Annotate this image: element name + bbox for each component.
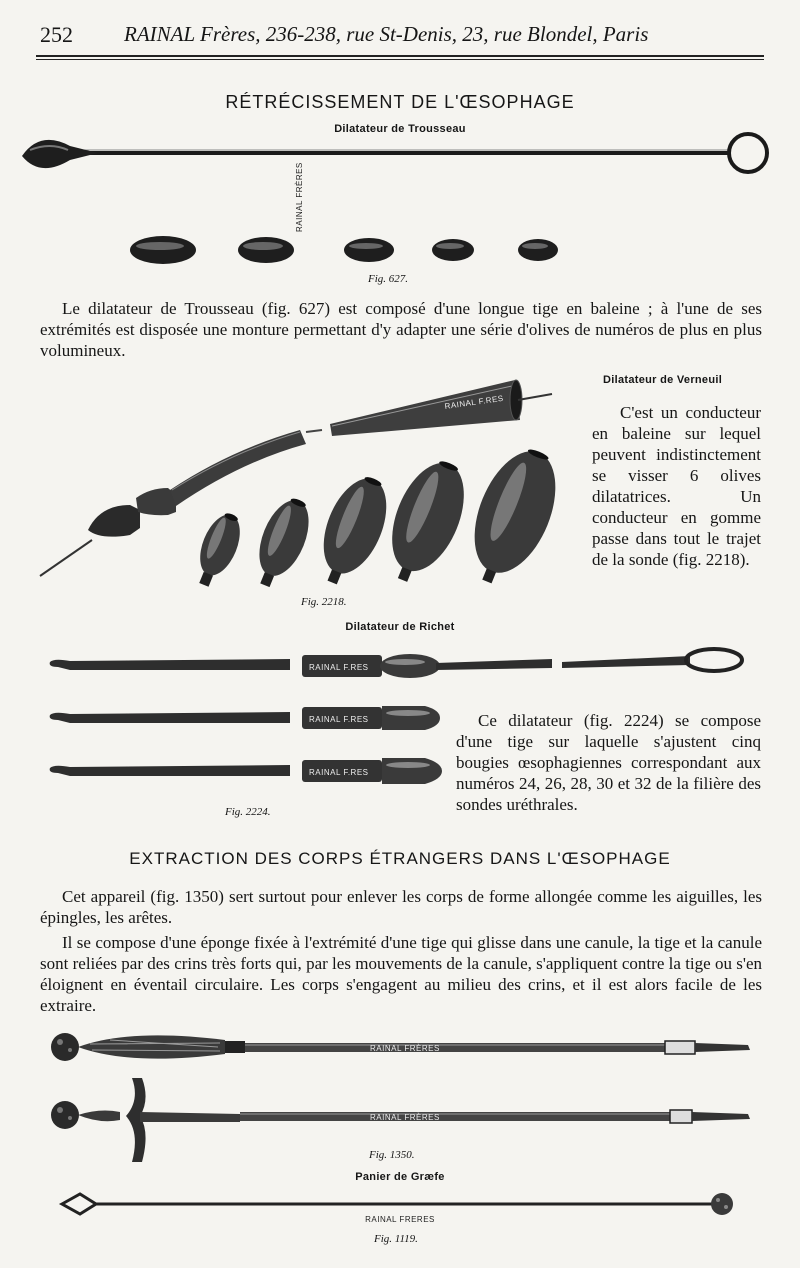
- paragraph-trousseau: Le dilatateur de Trousseau (fig. 627) est composé d'une longue tige en baleine ; à l'une de ses extrémités est disposée une monture permettant d'y adapter une série d'olives de numéros de plus en plus volumineux.: [40, 299, 762, 360]
- paragraph-verneuil: C'est un conducteur en baleine sur lequel peuvent indistinctement se visser 6 olives dilatatrices. Un conducteur en gomme passe dans tout le trajet de la sonde (fig. 2218).: [592, 403, 761, 569]
- richet-stamp-3: RAINAL F.RES: [309, 768, 369, 777]
- instrument-stamp-2: RAINAL FRÈRES: [370, 1113, 440, 1122]
- instrument-stamp-1: RAINAL FRÈRES: [370, 1044, 440, 1053]
- section-title-extraction: EXTRACTION DES CORPS ÉTRANGERS DANS L'ŒSOPHAGE: [129, 849, 671, 868]
- caption-verneuil: Dilatateur de Verneuil: [603, 374, 723, 386]
- figure-2218-label: Fig. 2218.: [301, 596, 347, 608]
- paragraph-extraction-2: Il se compose d'une éponge fixée à l'extrémité d'une tige qui glisse dans une canule, la tige et la canule sont reliées par des crins très forts qui, par les mouvements de la canule, s'appliquent contre la tige ou s'en éloignent en éventail circulaire. Les corps s'engagent au milieu des crins, et il est alors facile de les extraire.: [40, 933, 762, 1015]
- figure-1350-label: Fig. 1350.: [369, 1149, 415, 1161]
- paragraph-richet: Ce dilatateur (fig. 2224) se compose d'une tige sur laquelle s'ajustent cinq bougies œsophagiennes correspondant aux numéros 24, 26, 28, 30 et 32 de la filière des sondes uréthrales.: [456, 711, 761, 814]
- figure-2224-label: Fig. 2224.: [225, 806, 271, 818]
- page-number: 252: [40, 22, 73, 47]
- running-title: RAINAL Frères, 236-238, rue St-Denis, 23, rue Blondel, Paris: [124, 22, 649, 46]
- maker-stamp-text: RAINAL FRÈRES: [295, 162, 304, 232]
- paragraph-extraction-1: Cet appareil (fig. 1350) sert surtout pour enlever les corps de forme allongée comme les aiguilles, les épingles, les arêtes.: [40, 887, 762, 927]
- section-title-retrecissement: RÉTRÉCISSEMENT DE L'ŒSOPHAGE: [225, 92, 575, 112]
- richet-stamp-2: RAINAL F.RES: [309, 715, 369, 724]
- richet-stamp-1: RAINAL F.RES: [309, 663, 369, 672]
- verneuil-stamp: RAINAL F.RES: [444, 393, 505, 411]
- figure-627-label: Fig. 627.: [368, 273, 409, 285]
- graefe-stamp: RAINAL FRERES: [365, 1215, 435, 1224]
- figure-1119-label: Fig. 1119.: [374, 1233, 418, 1245]
- caption-trousseau: Dilatateur de Trousseau: [334, 123, 466, 135]
- caption-richet: Dilatateur de Richet: [345, 621, 455, 633]
- caption-graefe: Panier de Græfe: [355, 1171, 445, 1183]
